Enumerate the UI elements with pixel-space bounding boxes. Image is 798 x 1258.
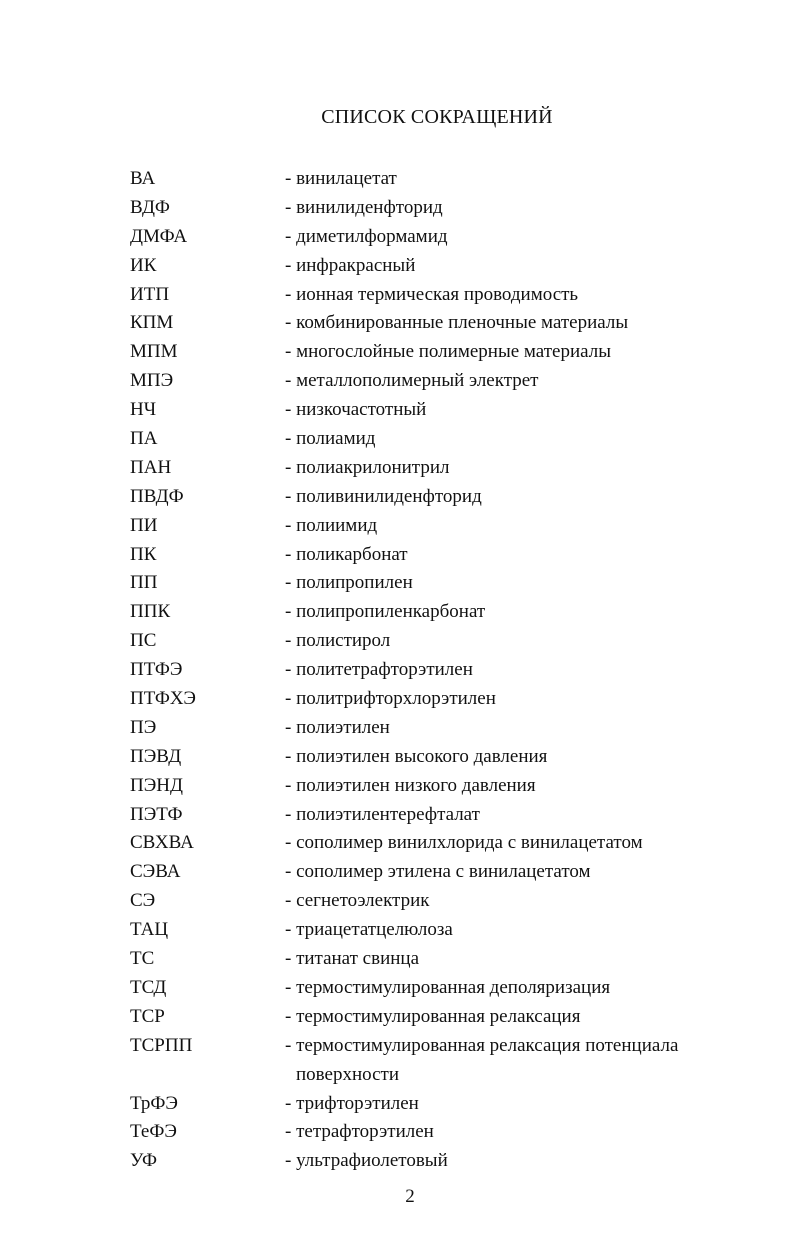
abbreviation-definition <box>285 1147 730 1176</box>
abbreviation-definition <box>285 425 730 454</box>
abbreviation-term: ПТФЭ <box>130 659 183 681</box>
abbreviation-term: СЭВА <box>130 861 181 883</box>
abbreviation-row <box>130 396 730 425</box>
abbreviation-row <box>130 569 730 598</box>
definition-text: - полиэтилен <box>285 716 390 738</box>
abbreviation-definition <box>285 281 730 310</box>
abbreviation-term: ПС <box>130 630 157 652</box>
definition-text: - полиэтилен высокого давления <box>285 745 548 767</box>
page-title: СПИСОК СОКРАЩЕНИЙ <box>321 106 553 128</box>
abbreviation-term: УФ <box>130 1150 158 1172</box>
abbreviation-term: ППК <box>130 601 171 623</box>
definition-text: - диметилформамид <box>285 225 448 247</box>
definition-text: - винилацетат <box>285 168 397 189</box>
abbreviation-row <box>130 1118 730 1147</box>
abbreviation-term: МПЭ <box>130 370 174 392</box>
abbreviation-definition <box>285 829 730 858</box>
abbreviation-row <box>130 916 730 945</box>
definition-text: - полипропилен <box>285 572 413 594</box>
abbreviation-term: ТеФЭ <box>130 1121 177 1143</box>
definition-text: - термостимулированная деполяризация <box>285 976 611 998</box>
abbreviation-row <box>130 165 730 194</box>
definition-text: - винилиденфторид <box>285 196 443 218</box>
definition-text: - термостимулированная релаксация потенциала <box>285 1034 679 1056</box>
abbreviation-definition <box>285 252 730 281</box>
abbreviation-term: ТАЦ <box>130 919 169 941</box>
abbreviation-definition <box>285 1003 730 1032</box>
abbreviation-term: ВА <box>130 168 156 189</box>
definition-continuation: поверхности <box>296 1063 400 1085</box>
abbreviation-row <box>130 1090 730 1119</box>
abbreviation-row <box>130 367 730 396</box>
abbreviation-definition <box>285 916 730 945</box>
abbreviation-row <box>130 945 730 974</box>
abbreviation-row <box>130 772 730 801</box>
abbreviation-term: ТС <box>130 948 155 970</box>
abbreviation-definition <box>285 743 730 772</box>
abbreviation-row <box>130 252 730 281</box>
abbreviation-term: ПИ <box>130 514 158 536</box>
definition-text: - политетрафторэтилен <box>285 659 473 681</box>
definition-text: - политрифторхлорэтилен <box>285 688 496 710</box>
abbreviation-row <box>130 743 730 772</box>
abbreviation-definition <box>285 714 730 743</box>
abbreviation-definition <box>285 541 730 570</box>
definition-text: - полипропиленкарбонат <box>285 601 486 623</box>
definition-text: - титанат свинца <box>285 948 420 970</box>
abbreviation-definition <box>285 569 730 598</box>
definition-text: - низкочастотный <box>285 399 427 421</box>
definition-text: - тетрафторэтилен <box>285 1121 434 1143</box>
abbreviation-row <box>130 801 730 830</box>
abbreviation-definition <box>285 454 730 483</box>
abbreviation-definition <box>285 685 730 714</box>
abbreviation-definition <box>285 974 730 1003</box>
abbreviation-row <box>130 1032 730 1090</box>
abbreviation-term: ПП <box>130 572 158 594</box>
definition-text: - термостимулированная релаксация <box>285 1005 581 1027</box>
abbreviation-definition <box>285 338 730 367</box>
abbreviation-term: ПВДФ <box>130 485 184 507</box>
definition-text: - сегнетоэлектрик <box>285 890 430 912</box>
abbreviation-term: ПАН <box>130 456 172 478</box>
abbreviation-row <box>130 223 730 252</box>
abbreviation-term: ПТФХЭ <box>130 688 196 710</box>
definition-text: - сополимер этилена с винилацетатом <box>285 861 591 883</box>
abbreviation-term: ПА <box>130 428 158 450</box>
abbreviation-row <box>130 281 730 310</box>
definition-text: - многослойные полимерные материалы <box>285 341 611 363</box>
definition-text: - полиамид <box>285 428 376 450</box>
abbreviation-definition <box>285 801 730 830</box>
abbreviation-term: ДМФА <box>130 225 188 247</box>
definition-text: - ионная термическая проводимость <box>285 283 579 305</box>
page-number: 2 <box>405 1186 415 1207</box>
abbreviation-term: НЧ <box>130 399 157 421</box>
abbreviation-term: ТСР <box>130 1005 165 1027</box>
definition-text: - инфракрасный <box>285 254 416 276</box>
abbreviation-definition <box>285 1032 730 1090</box>
abbreviation-definition <box>285 598 730 627</box>
abbreviation-term: ПК <box>130 543 157 565</box>
abbreviation-term: СЭ <box>130 890 156 912</box>
abbreviation-row <box>130 887 730 916</box>
definition-text: - ультрафиолетовый <box>285 1150 448 1172</box>
abbreviation-definition <box>285 367 730 396</box>
abbreviation-row <box>130 194 730 223</box>
abbreviation-row <box>130 541 730 570</box>
abbreviation-definition <box>285 165 730 194</box>
abbreviation-row <box>130 338 730 367</box>
abbreviation-definition <box>285 223 730 252</box>
abbreviation-term: ТСРПП <box>130 1034 193 1056</box>
abbreviation-row <box>130 1003 730 1032</box>
definition-text: - трифторэтилен <box>285 1092 419 1114</box>
definition-text: - полиакрилонитрил <box>285 456 450 478</box>
abbreviation-term: ИТП <box>130 283 170 305</box>
abbreviation-row <box>130 454 730 483</box>
abbreviation-row <box>130 858 730 887</box>
abbreviation-term: ПЭНД <box>130 774 183 796</box>
abbreviation-definition <box>285 887 730 916</box>
abbreviation-row <box>130 512 730 541</box>
abbreviation-row <box>130 309 730 338</box>
abbreviation-term: КПМ <box>130 312 174 334</box>
abbreviation-term: ПЭВД <box>130 745 182 767</box>
abbreviation-term: ВДФ <box>130 196 170 218</box>
abbreviation-definition <box>285 512 730 541</box>
abbreviation-row <box>130 627 730 656</box>
abbreviation-definition <box>285 945 730 974</box>
abbreviation-definition <box>285 1118 730 1147</box>
abbreviation-row <box>130 714 730 743</box>
abbreviation-row <box>130 425 730 454</box>
abbreviation-term: СВХВА <box>130 832 194 854</box>
abbreviation-definition <box>285 194 730 223</box>
abbreviation-term: ПЭ <box>130 716 157 738</box>
definition-text: - поливинилиденфторид <box>285 485 482 507</box>
abbreviation-row <box>130 598 730 627</box>
abbreviation-definition <box>285 656 730 685</box>
definition-text: - полиэтилентерефталат <box>285 803 480 825</box>
definition-text: - полиэтилен низкого давления <box>285 774 536 796</box>
definition-text: - поликарбонат <box>285 543 408 565</box>
abbreviation-row <box>130 974 730 1003</box>
abbreviation-row <box>130 685 730 714</box>
abbreviation-row <box>130 829 730 858</box>
abbreviation-definition <box>285 483 730 512</box>
abbreviation-definition <box>285 1090 730 1119</box>
definition-text: - триацетатцелюлоза <box>285 919 453 941</box>
definition-text: - сополимер винилхлорида с винилацетатом <box>285 832 643 854</box>
abbreviation-row <box>130 483 730 512</box>
abbreviation-list <box>130 165 730 1176</box>
abbreviation-definition <box>285 309 730 338</box>
abbreviation-row <box>130 1147 730 1176</box>
abbreviation-definition <box>285 396 730 425</box>
definition-text: - полиимид <box>285 514 378 536</box>
abbreviation-term: МПМ <box>130 341 178 363</box>
definition-text: - металлополимерный электрет <box>285 370 539 392</box>
definition-text: - полистирол <box>285 630 391 652</box>
abbreviation-term: ПЭТФ <box>130 803 183 825</box>
abbreviation-term: ТрФЭ <box>130 1092 178 1114</box>
definition-text: - комбинированные пленочные материалы <box>285 312 629 334</box>
abbreviation-term: ИК <box>130 254 157 276</box>
abbreviation-definition <box>285 627 730 656</box>
abbreviation-definition <box>285 858 730 887</box>
abbreviation-term: ТСД <box>130 976 167 998</box>
abbreviation-row <box>130 656 730 685</box>
abbreviation-definition <box>285 772 730 801</box>
